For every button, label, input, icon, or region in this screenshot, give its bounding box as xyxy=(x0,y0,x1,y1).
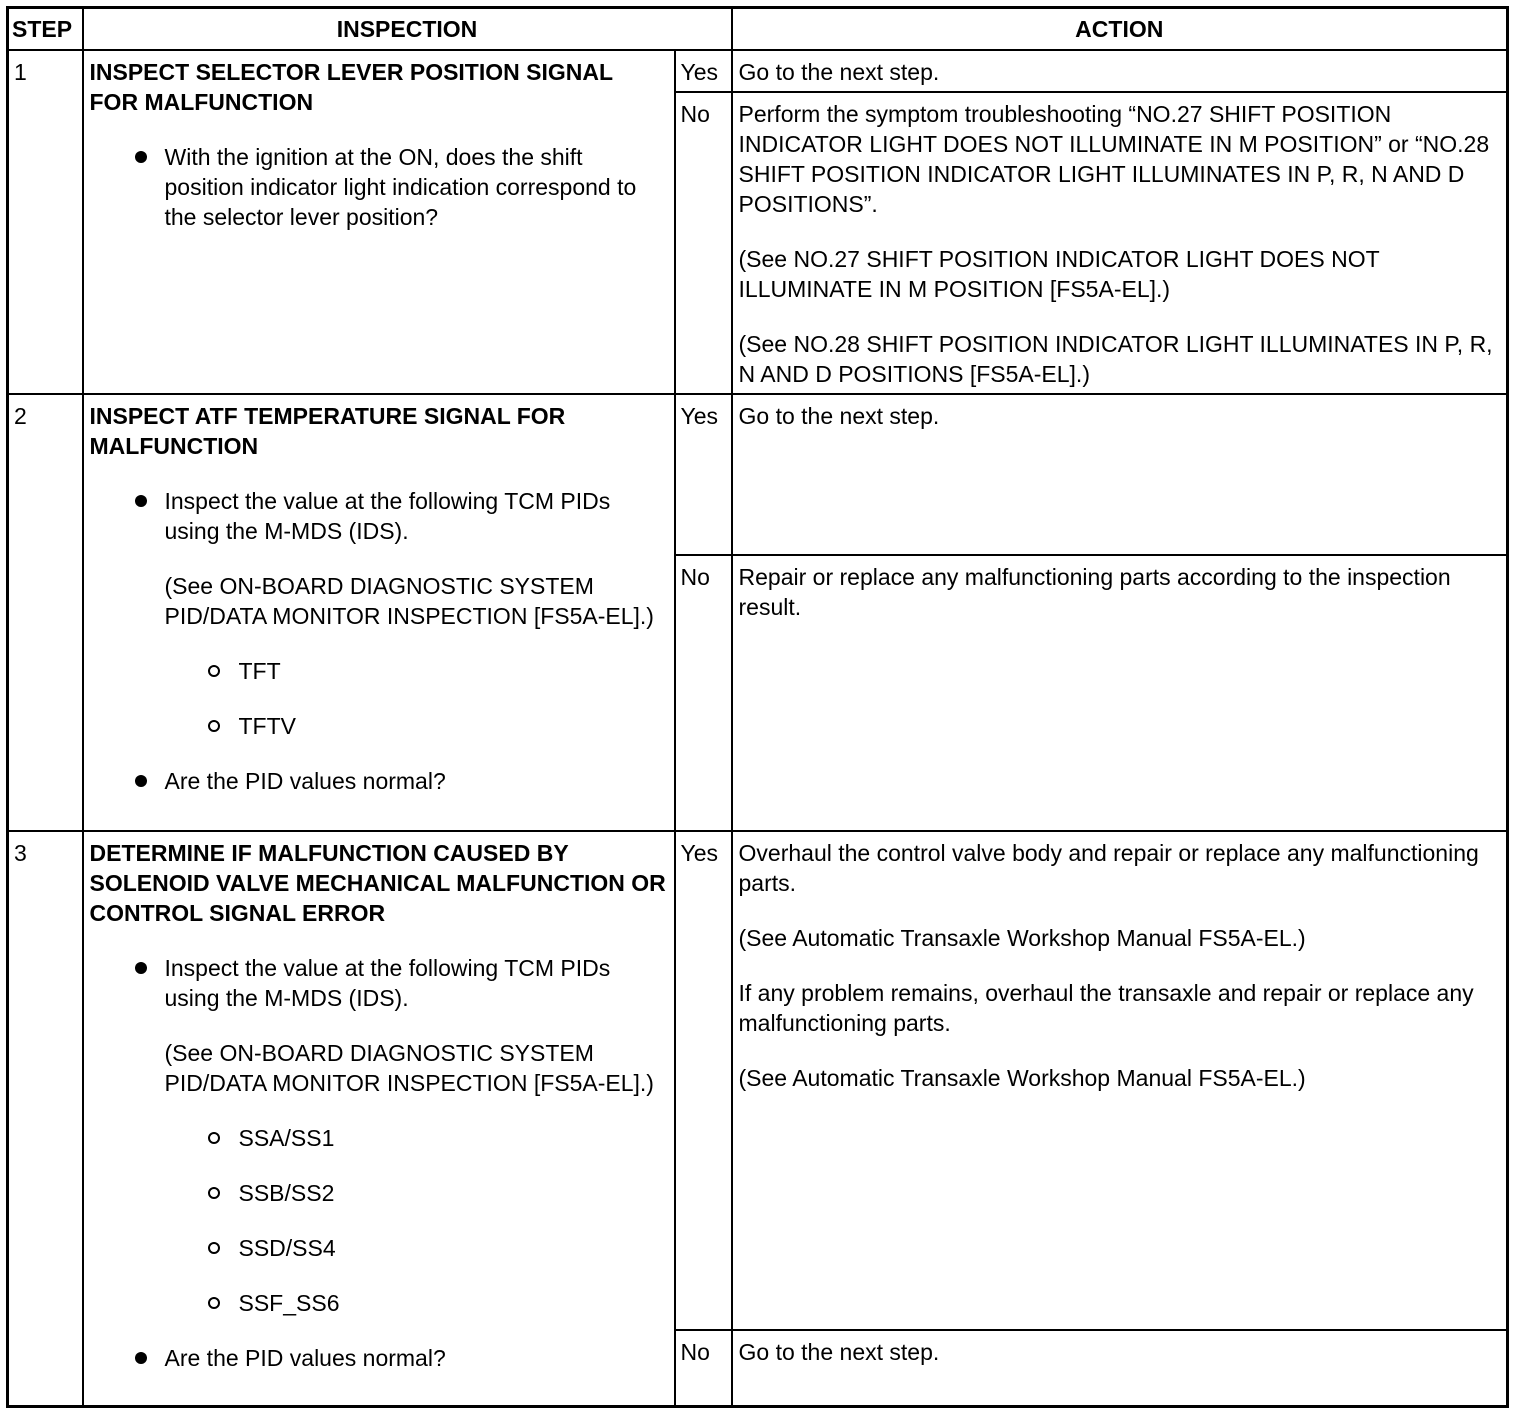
step-number: 3 xyxy=(8,831,83,1407)
see-reference: (See ON-BOARD DIAGNOSTIC SYSTEM PID/DATA MONITOR INSPECTION [FS5A-EL].) xyxy=(164,1039,654,1096)
action-column-header: ACTION xyxy=(732,8,1508,50)
see-reference: (See Automatic Transaxle Workshop Manual FS5A-EL.) xyxy=(738,924,1306,951)
pid-item: SSF_SS6 xyxy=(239,1288,668,1318)
yes-action xyxy=(732,50,1508,92)
yes-label: Yes xyxy=(675,394,732,555)
pid-item: SSB/SS2 xyxy=(239,1178,668,1208)
no-label: No xyxy=(675,1330,732,1407)
pid-item: SSA/SS1 xyxy=(239,1123,668,1153)
troubleshooting-table xyxy=(6,6,1509,1408)
no-label: No xyxy=(675,92,732,394)
no-action xyxy=(732,92,1508,394)
action-text: Go to the next step. xyxy=(738,58,940,85)
step-3-yes-row xyxy=(8,831,1508,1330)
yes-label: Yes xyxy=(675,831,732,1330)
inspection-cell xyxy=(83,831,675,1407)
header-row xyxy=(8,8,1508,50)
no-label: No xyxy=(675,555,732,831)
action-text: Go to the next step. xyxy=(738,402,940,429)
inspection-bullet: Inspect the value at the following TCM PIDs using the M-MDS (IDS). xyxy=(165,953,668,1013)
see-reference: (See ON-BOARD DIAGNOSTIC SYSTEM PID/DATA MONITOR INSPECTION [FS5A-EL].) xyxy=(164,572,654,629)
see-reference: (See NO.27 SHIFT POSITION INDICATOR LIGHT DOES NOT ILLUMINATE IN M POSITION [FS5A-EL].) xyxy=(738,245,1380,302)
inspection-title: INSPECT SELECTOR LEVER POSITION SIGNAL FOR MALFUNCTION xyxy=(89,58,613,115)
step-2-yes-row xyxy=(8,394,1508,555)
step-number: 2 xyxy=(8,394,83,831)
action-text: Overhaul the control valve body and repair or replace any malfunctioning parts. xyxy=(738,839,1479,896)
no-action xyxy=(732,555,1508,831)
action-text: Go to the next step. xyxy=(738,1338,940,1365)
yes-action xyxy=(732,394,1508,555)
inspection-bullet: Are the PID values normal? xyxy=(165,766,668,796)
step-1-yes-row xyxy=(8,50,1508,92)
step-number: 1 xyxy=(8,50,83,394)
see-reference: (See NO.28 SHIFT POSITION INDICATOR LIGHT ILLUMINATES IN P, R, N AND D POSITIONS [FS5A-EL].) xyxy=(738,330,1493,387)
inspection-bullet: Inspect the value at the following TCM PIDs using the M-MDS (IDS). xyxy=(165,486,668,546)
yes-action xyxy=(732,831,1508,1330)
inspection-title: DETERMINE IF MALFUNCTION CAUSED BY SOLENOID VALVE MECHANICAL MALFUNCTION OR CONTROL SIGNAL ERROR xyxy=(89,839,666,926)
see-reference: (See Automatic Transaxle Workshop Manual FS5A-EL.) xyxy=(738,1064,1306,1091)
action-text: Repair or replace any malfunctioning parts according to the inspection result. xyxy=(738,563,1451,620)
step-column-header: STEP xyxy=(8,8,83,50)
inspection-cell xyxy=(83,394,675,831)
pid-item: SSD/SS4 xyxy=(239,1233,668,1263)
no-action xyxy=(732,1330,1508,1407)
yes-label: Yes xyxy=(675,50,732,92)
inspection-bullet: With the ignition at the ON, does the shift position indicator light indication correspond to the selector lever position? xyxy=(165,142,668,232)
action-text: Perform the symptom troubleshooting “NO.27 SHIFT POSITION INDICATOR LIGHT DOES NOT ILLUMINATE IN M POSITION” or “NO.28 SHIFT POSITION INDICATOR LIGHT ILLUMINATES IN P, R, N AND D POSITIONS”. xyxy=(738,100,1490,217)
action-text: If any problem remains, overhaul the transaxle and repair or replace any malfunctioning parts. xyxy=(738,979,1474,1036)
inspection-bullet: Are the PID values normal? xyxy=(165,1343,668,1373)
pid-item: TFT xyxy=(239,656,668,686)
pid-item: TFTV xyxy=(239,711,668,741)
inspection-cell xyxy=(83,50,675,394)
inspection-column-header: INSPECTION xyxy=(83,8,732,50)
inspection-title: INSPECT ATF TEMPERATURE SIGNAL FOR MALFUNCTION xyxy=(89,402,566,459)
